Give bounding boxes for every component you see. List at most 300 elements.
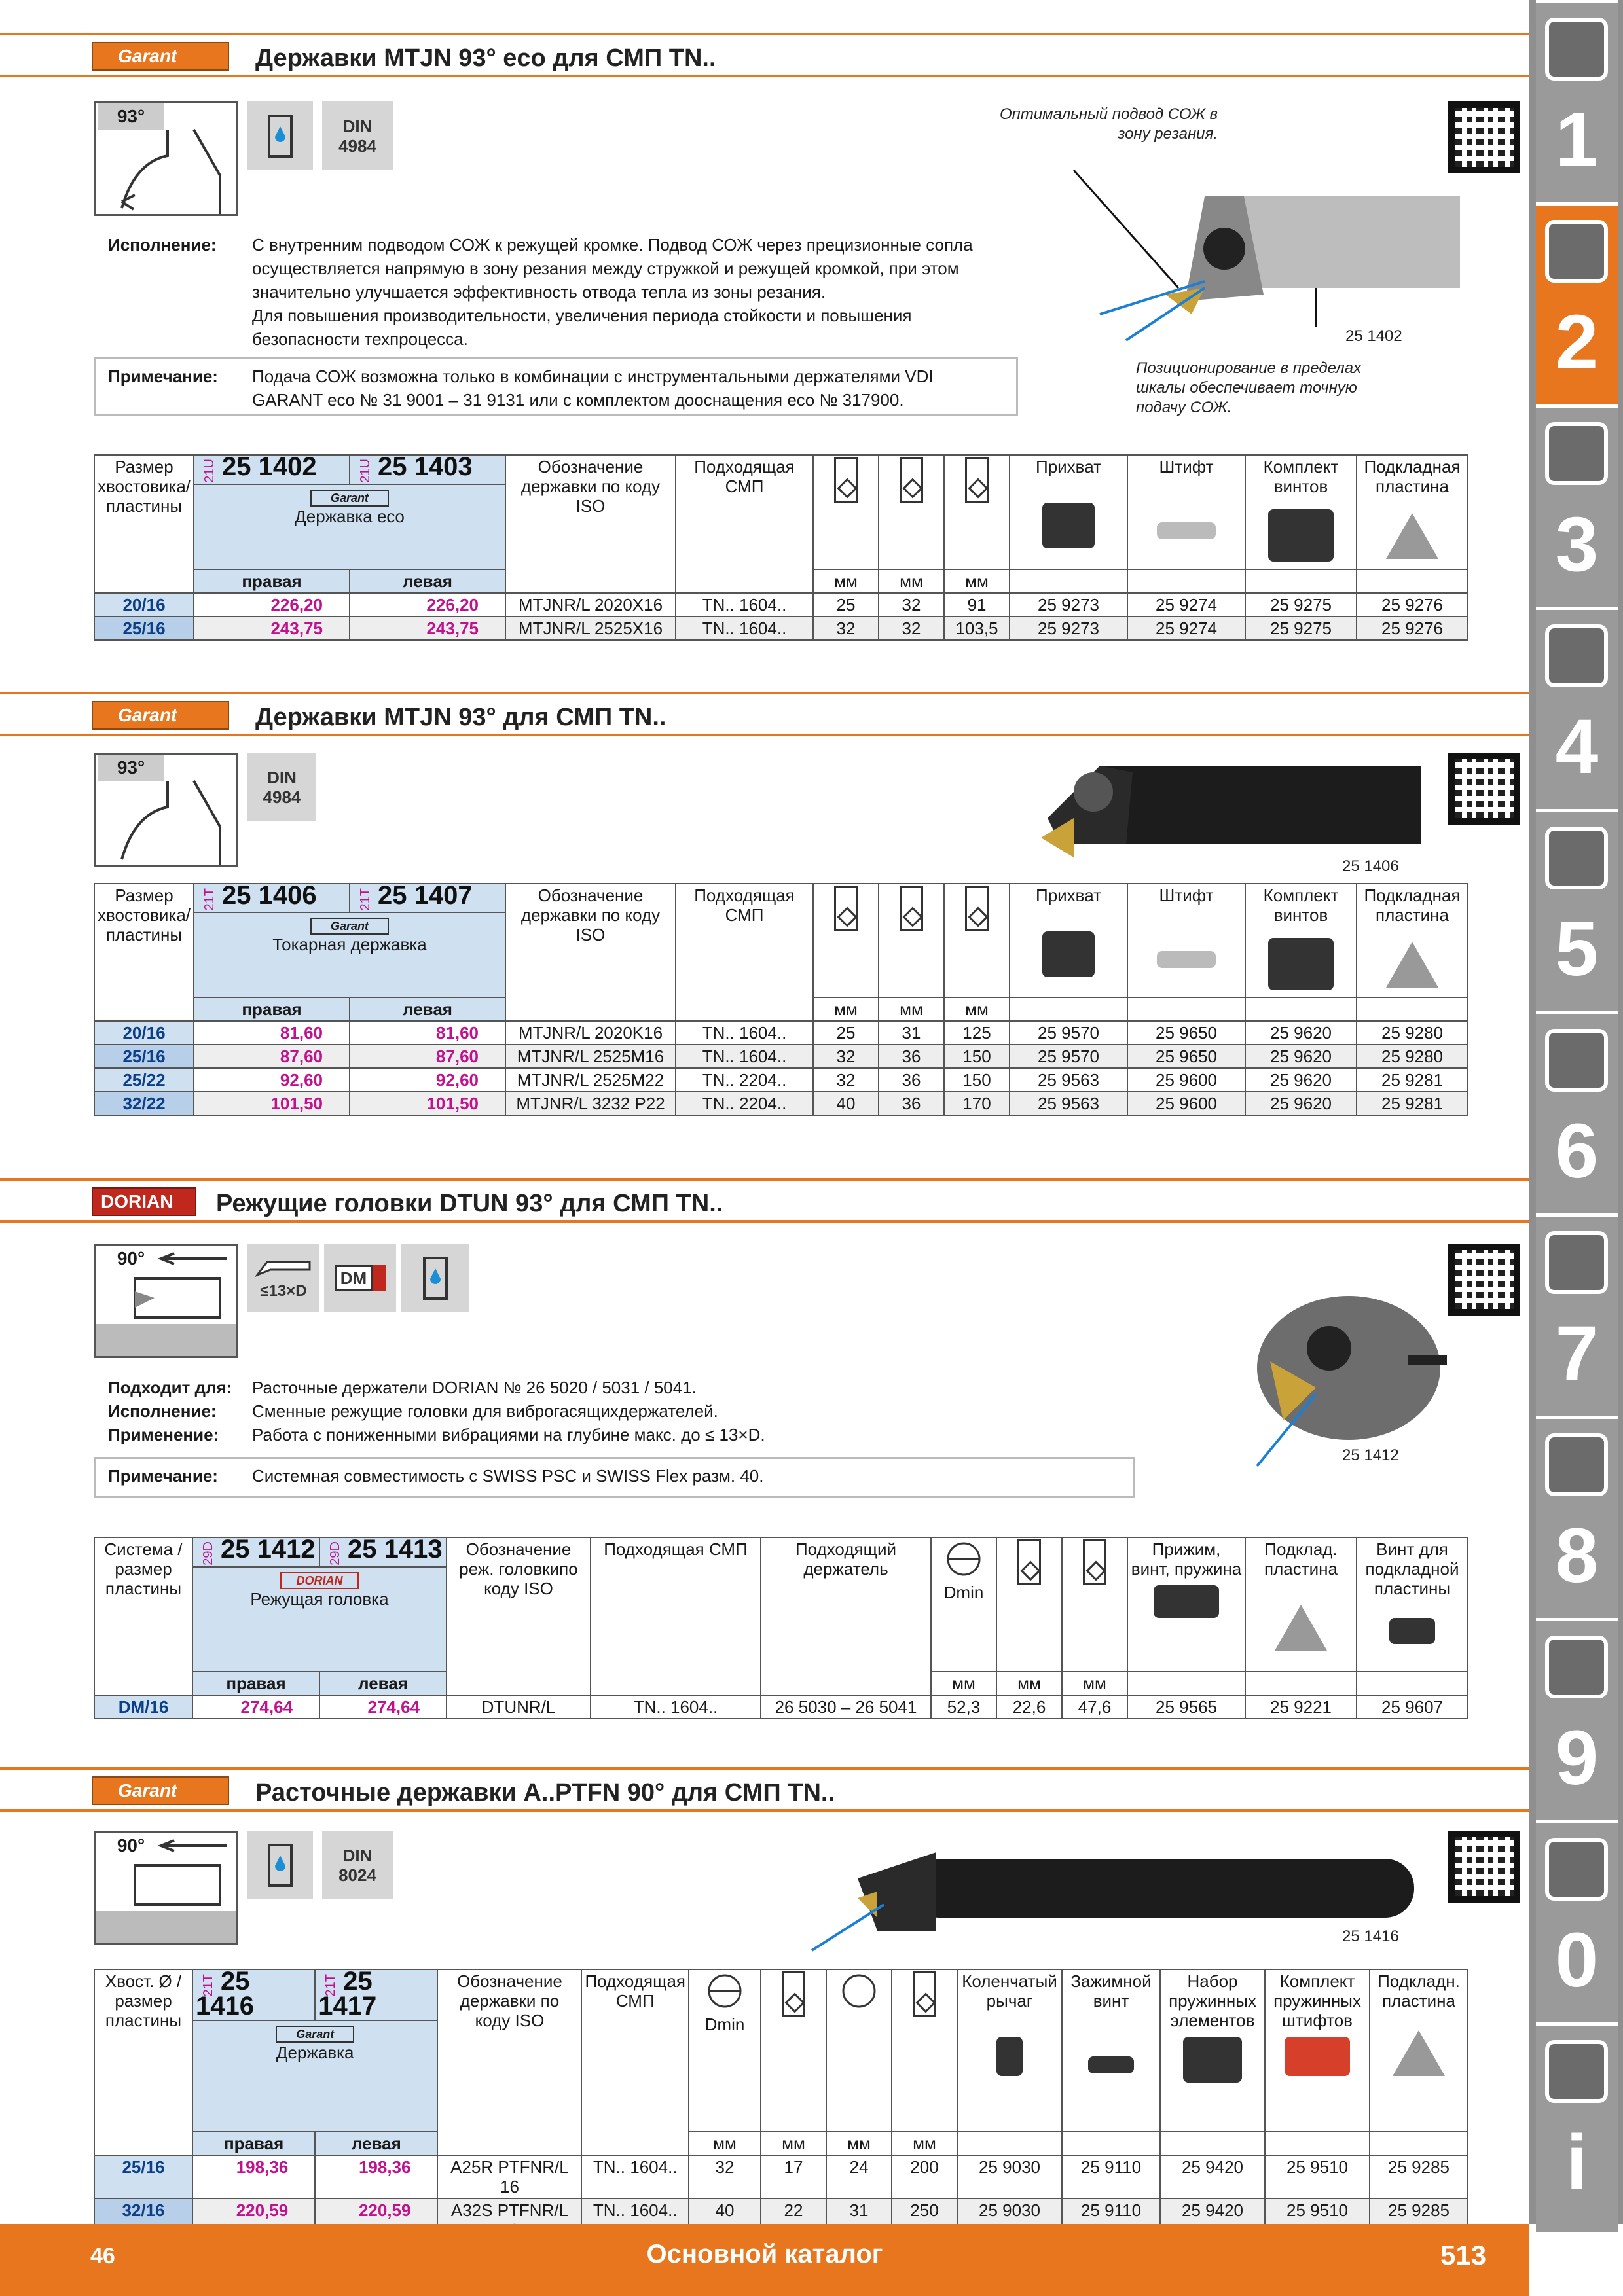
cabinet-icon	[1545, 1636, 1608, 1698]
text-line: значительно улучшается эффективность отвода тепла из зоны резания.	[252, 282, 826, 302]
series-tag: 21T	[323, 1973, 338, 1997]
text-line: С внутренним подводом СОЖ к режущей кромке. Подвод СОЖ через прецизионные сопла	[252, 235, 973, 255]
application-text: Работа с пониженными вибрациями на глубине макс. до ≤ 13×D.	[252, 1425, 765, 1444]
table-row	[94, 1068, 1468, 1092]
note-text	[252, 365, 934, 412]
cell-text: 32	[902, 595, 921, 615]
execution-block	[108, 233, 1025, 357]
screw-set-icon	[1268, 938, 1334, 990]
cell-text: 36	[902, 1094, 921, 1114]
cell-text: 25 9607	[1381, 1697, 1443, 1717]
table-row	[94, 1021, 1468, 1045]
cell-text: 32	[836, 1070, 856, 1090]
cell-text: 25 9281	[1381, 1094, 1443, 1114]
chapter-number: 6	[1555, 1108, 1599, 1194]
chapter-tab-3[interactable]	[1536, 404, 1618, 614]
left-hand-header: левая	[403, 999, 452, 1020]
cell-text: 25 9650	[1156, 1023, 1217, 1043]
cell-text: 31	[849, 2200, 869, 2221]
spring-pin-set-icon	[1285, 2037, 1350, 2076]
cell-text: 25 9280	[1381, 1023, 1443, 1043]
cell-text: MTJNR/L 2020K16	[518, 1023, 663, 1043]
cell-text: 25 9620	[1270, 1023, 1332, 1043]
section-header	[0, 1767, 1529, 1812]
cell-text: 243,75	[426, 619, 479, 639]
spring-set-icon	[1183, 2037, 1242, 2083]
application-label: Применение:	[108, 1425, 219, 1444]
article-number: 25 1417	[318, 1967, 377, 2021]
unit-label: мм	[847, 2134, 871, 2154]
chapter-tab-9[interactable]	[1536, 1618, 1618, 1827]
cell-text: 25 9274	[1156, 619, 1217, 639]
cell-text: 22,6	[1012, 1697, 1046, 1717]
depth-badge	[247, 1244, 319, 1312]
cell-text: 220,59	[236, 2200, 289, 2221]
cell-text: 25 9620	[1270, 1094, 1332, 1114]
clamp-header: Прихват	[1036, 886, 1101, 905]
insert-header: Подходящая СМП	[694, 457, 795, 496]
article-number: 25 1403	[378, 452, 473, 481]
din-badge: DIN 8024	[322, 1831, 393, 1899]
cell-text: 25 9510	[1286, 2200, 1348, 2221]
cell-text: 25 9273	[1038, 619, 1099, 639]
pin-header: Штифт	[1159, 457, 1214, 476]
clamp-screw-spring-header: Прижим, винт, пружина	[1131, 1539, 1242, 1579]
tool-photo-251412	[1244, 1283, 1453, 1473]
note-text: Системная совместимость с SWISS PSC и SWISS Flex разм. 40.	[252, 1466, 764, 1486]
cell-text: 25 9030	[979, 2157, 1040, 2178]
garant-logo: Garant	[92, 701, 229, 730]
pin-icon	[1157, 522, 1216, 539]
size-header: Размер хвостовика/ пластины	[98, 886, 191, 944]
product-id-label: 25 1412	[1342, 1446, 1399, 1464]
chapter-number: 2	[1555, 299, 1599, 386]
shim-plate-icon	[1386, 513, 1438, 559]
note-block	[108, 365, 1012, 417]
cell-text: 150	[962, 1047, 991, 1067]
chapter-tab-8[interactable]	[1536, 1416, 1618, 1625]
cell-text: 22	[784, 2200, 803, 2221]
screw-set-icon	[1268, 509, 1334, 562]
shim-plate-icon	[1386, 942, 1438, 988]
text-line: Подача СОЖ возможна только в комбинации с инструментальными держателями VDI	[252, 367, 934, 386]
cell-text: 25/16	[122, 2157, 165, 2178]
dimension-sketch-icon-1	[834, 886, 858, 931]
tool-angle-diagram	[94, 101, 238, 216]
chapter-number: i	[1566, 2119, 1588, 2206]
cell-text: 25 9275	[1270, 595, 1332, 615]
cell-text: 32/22	[122, 1094, 166, 1114]
workbench-icon	[1545, 1433, 1608, 1496]
cell-text: 274,64	[367, 1697, 420, 1717]
cell-text: 25 9565	[1156, 1697, 1217, 1717]
drill-icon	[1545, 18, 1608, 81]
insert-header: Подходящая СМП	[694, 886, 795, 925]
chuck-icon	[1545, 422, 1608, 485]
lever-icon	[996, 2037, 1023, 2076]
size-header: Размер хвостовика/ пластины	[98, 457, 191, 516]
chapter-tab-2[interactable]	[1536, 202, 1618, 412]
product-table-251416	[94, 1969, 1468, 2242]
unit-label: мм	[900, 999, 923, 1020]
table-row	[94, 1092, 1468, 1115]
shim-header: Подкладная пластина	[1364, 886, 1461, 925]
product-id-label: 25 1406	[1342, 857, 1399, 875]
execution-text	[252, 233, 973, 351]
cell-text: 25 9276	[1381, 595, 1443, 615]
cell-text: 92,60	[435, 1070, 479, 1090]
cell-text: 25 9620	[1270, 1047, 1332, 1067]
qr-code-icon	[1448, 753, 1520, 825]
cell-text: 25 9273	[1038, 595, 1099, 615]
positioning-caption: Позиционирование в пределах шкалы обеспечивает точную подачу СОЖ.	[1136, 359, 1362, 416]
dmin-label: Dmin	[704, 2015, 745, 2034]
product-id-label: 25 1402	[1345, 327, 1402, 345]
series-tag: 29D	[201, 1541, 215, 1566]
insert-header: Подходящая СМП	[585, 1971, 685, 2011]
dimension-sketch-icon-2	[900, 457, 923, 503]
cell-text: 31	[902, 1023, 921, 1043]
unit-label: мм	[1083, 1674, 1106, 1694]
execution-label: Исполнение:	[108, 235, 217, 255]
cell-text: 200	[910, 2157, 939, 2178]
chapter-number: 4	[1555, 704, 1599, 790]
chapter-tabs	[1529, 0, 1623, 2224]
iso-header: Обозначение реж. головкипо коду ISO	[459, 1539, 578, 1598]
dimension-sketch-icon-1	[834, 457, 858, 503]
cell-text: 32	[902, 619, 921, 639]
cell-text: 25 9285	[1388, 2157, 1450, 2178]
coolant-icon	[247, 101, 313, 170]
left-hand-header: левая	[358, 1674, 408, 1694]
table-row	[94, 1695, 1468, 1719]
unit-label: мм	[913, 2134, 936, 2154]
cell-text: 25 9563	[1038, 1094, 1099, 1114]
text-line: безопасности техпроцесса.	[252, 329, 468, 349]
cell-text: 226,20	[426, 595, 479, 615]
tool-photo-251416	[805, 1839, 1427, 1957]
dorian-logo: DORIAN	[280, 1572, 359, 1589]
cell-text: 25 9600	[1156, 1094, 1217, 1114]
cell-text: 243,75	[270, 619, 323, 639]
angle-label: 93°	[98, 103, 164, 130]
product-table-251412	[94, 1537, 1468, 1719]
note-label: Примечание:	[108, 1466, 218, 1486]
system-header: Система / размер пластины	[104, 1539, 183, 1598]
dimension-sketch-icon-3	[965, 457, 989, 503]
cell-text: 92,60	[280, 1070, 323, 1090]
garant-logo: Garant	[92, 42, 229, 71]
unit-label: мм	[900, 571, 923, 592]
section-header	[0, 1178, 1529, 1223]
table-row	[94, 1045, 1468, 1068]
series-tag: 21U	[202, 458, 217, 483]
info-icon	[1545, 2040, 1608, 2103]
article-number: 25 1413	[348, 1535, 443, 1564]
cell-text: 125	[962, 1023, 991, 1043]
cell-text: TN.. 1604..	[593, 2157, 678, 2178]
tool-angle-diagram	[94, 753, 238, 867]
cell-text: 40	[836, 1094, 856, 1114]
pliers-icon	[1545, 1231, 1608, 1294]
clamp-icon	[1042, 503, 1095, 548]
depth-label: ≤13×D	[260, 1282, 307, 1300]
cell-text: 32	[836, 1047, 856, 1067]
article-number: 25 1402	[222, 452, 317, 481]
cell-text: 32/16	[122, 2200, 165, 2221]
text-line: осуществляется напрямую в зону резания между стружкой и режущей кромкой, при этом	[252, 259, 959, 278]
unit-label: мм	[965, 571, 989, 592]
shim-screw-icon	[1389, 1618, 1435, 1644]
cell-text: 91	[967, 595, 987, 615]
chapter-number: 1	[1555, 97, 1599, 183]
cell-text: 81,60	[435, 1023, 479, 1043]
clamp-header: Прихват	[1036, 457, 1101, 476]
dm-system-badge	[324, 1244, 396, 1312]
series-tag: 21T	[201, 1973, 215, 1997]
chapter-tab-5[interactable]	[1536, 809, 1618, 1018]
cell-text: 25/16	[122, 619, 166, 639]
cell-text: TN.. 2204..	[702, 1094, 787, 1114]
shim-header: Подкладн. пластина	[1377, 1971, 1460, 2011]
unit-label: мм	[1017, 1674, 1041, 1694]
cell-text: 101,50	[270, 1094, 323, 1114]
cell-text: 52,3	[947, 1697, 981, 1717]
chapter-tab-4[interactable]	[1536, 607, 1618, 816]
chapter-number: 0	[1555, 1917, 1599, 2003]
note-label: Примечание:	[108, 367, 218, 386]
chapter-tab-6[interactable]	[1536, 1011, 1618, 1221]
cell-text: 25/22	[122, 1070, 166, 1090]
garant-logo: Garant	[310, 918, 389, 935]
shim-plate-icon	[1393, 2030, 1445, 2076]
cell-text: 25 9420	[1182, 2200, 1243, 2221]
qr-code-icon	[1448, 1831, 1520, 1903]
section-title: Державки MTJN 93° eco для СМП TN..	[255, 45, 716, 72]
qr-code-icon	[1448, 1244, 1520, 1316]
chapter-number: 8	[1555, 1513, 1599, 1599]
shim-header: Подклад. пластина	[1264, 1539, 1338, 1579]
cell-text: 32	[715, 2157, 735, 2178]
unit-label: мм	[965, 999, 989, 1020]
cell-text: 25 9563	[1038, 1070, 1099, 1090]
cell-text: 25 9420	[1182, 2157, 1243, 2178]
cell-text: 25 9281	[1381, 1070, 1443, 1090]
screw-set-header: Комплект винтов	[1263, 886, 1339, 925]
pin-icon	[1157, 951, 1216, 968]
cell-text: 40	[715, 2200, 735, 2221]
section-title: Расточные державки A..PTFN 90° для СМП TN..	[255, 1779, 835, 1806]
tool-photo-251402	[1048, 157, 1506, 367]
series-tag: 21U	[358, 458, 373, 483]
info-block	[108, 1376, 1090, 1454]
cell-text: 36	[902, 1070, 921, 1090]
cell-text: 25 9110	[1080, 2200, 1142, 2221]
insert-icon	[1545, 220, 1608, 283]
cell-text: 25/16	[122, 1047, 166, 1067]
cell-text: TN.. 1604..	[702, 619, 787, 639]
cell-text: 274,64	[240, 1697, 293, 1717]
dimension-sketch-icon-3	[913, 1971, 936, 2017]
cell-text: MTJNR/L 3232 P22	[516, 1094, 665, 1114]
shim-screw-header: Винт для подкладной пластины	[1365, 1539, 1459, 1598]
chapter-tab-7[interactable]	[1536, 1213, 1618, 1423]
cell-text: 25 9510	[1286, 2157, 1348, 2178]
cell-text: 198,36	[236, 2157, 289, 2178]
product-subtitle: Державка eco	[295, 507, 405, 527]
garant-logo: Garant	[310, 490, 389, 507]
cell-text: TN.. 1604..	[633, 1697, 718, 1717]
dimension-sketch-icon-2	[782, 1971, 805, 2017]
series-tag: 21T	[202, 888, 217, 911]
clamp-screw-spring-icon	[1154, 1585, 1219, 1618]
table-row	[94, 2155, 1468, 2198]
cell-text: MTJNR/L 2525M22	[517, 1070, 665, 1090]
spring-set-header: Набор пружинных элементов	[1169, 1971, 1256, 2030]
text-line: Для повышения производительности, увеличения периода стойкости и повышения	[252, 306, 912, 325]
insert-header: Подходящая СМП	[604, 1539, 748, 1559]
garant-logo: Garant	[276, 2026, 354, 2043]
dmin-label: Dmin	[943, 1583, 984, 1602]
cell-text: 170	[962, 1094, 991, 1114]
article-number: 25 1412	[221, 1535, 316, 1564]
execution-label: Исполнение:	[108, 1401, 217, 1421]
cell-text: 25 9285	[1388, 2200, 1450, 2221]
cell-text: DTUNR/L	[481, 1697, 556, 1717]
article-number: 25 1406	[222, 881, 317, 910]
cell-text: 36	[902, 1047, 921, 1067]
shank-header: Хвост. Ø / размер пластины	[105, 1971, 182, 2030]
cell-text: TN.. 1604..	[593, 2200, 678, 2221]
coolant-icon	[247, 1831, 313, 1899]
clamp-screw-header: Зажимной винт	[1070, 1971, 1152, 2011]
caliper-icon	[1545, 624, 1608, 687]
lever-header: Коленчатый рычаг	[962, 1971, 1057, 2011]
cell-text: 25 9650	[1156, 1047, 1217, 1067]
unit-label: мм	[952, 1674, 976, 1694]
boring-diagram-icon	[96, 1246, 238, 1358]
product-table-251402	[94, 454, 1468, 641]
iso-header: Обозначение державки по коду ISO	[520, 886, 661, 944]
cell-text: MTJNR/L 2020X16	[518, 595, 663, 615]
din-badge: DIN 4984	[322, 101, 393, 170]
din-badge: DIN 4984	[247, 753, 316, 821]
cell-text: 17	[784, 2157, 803, 2178]
cell-text: A25R PTFNR/L 16	[450, 2157, 569, 2197]
cell-text: 25	[836, 1023, 856, 1043]
bar-section-icon	[839, 1971, 879, 2011]
fits-text: Расточные держатели DORIAN № 26 5020 / 5031 / 5041.	[252, 1378, 697, 1397]
catalog-name: Основной каталог	[646, 2240, 883, 2269]
cell-text: 81,60	[280, 1023, 323, 1043]
garant-logo: Garant	[92, 1776, 229, 1805]
cell-text: TN.. 1604..	[702, 1047, 787, 1067]
cell-text: TN.. 1604..	[702, 595, 787, 615]
table-row	[94, 617, 1468, 640]
cell-text: 25 9276	[1381, 619, 1443, 639]
unit-label: мм	[713, 2134, 737, 2154]
cell-text: 25 9600	[1156, 1070, 1217, 1090]
wrench-icon	[1545, 1029, 1608, 1092]
shim-plate-icon	[1275, 1605, 1327, 1651]
section-title: Державки MTJN 93° для СМП TN..	[255, 704, 666, 731]
fits-label: Подходит для:	[108, 1378, 232, 1397]
turning-diagram-icon	[96, 103, 238, 216]
article-number: 25 1416	[196, 1967, 254, 2021]
chapter-number: 3	[1555, 501, 1599, 588]
cell-text: 24	[849, 2157, 869, 2178]
right-hand-header: правая	[226, 1674, 286, 1694]
cell-text: 25	[836, 595, 856, 615]
article-number: 25 1407	[378, 881, 473, 910]
cell-text: 87,60	[280, 1047, 323, 1067]
cell-text: 87,60	[435, 1047, 479, 1067]
boring-diagram-icon	[96, 1833, 238, 1945]
cell-text: 26 5030 – 26 5041	[775, 1697, 917, 1717]
clamp-screw-icon	[1088, 2056, 1134, 2073]
cell-text: 25 9110	[1080, 2157, 1142, 2178]
screw-set-header: Комплект винтов	[1263, 457, 1339, 496]
chapter-tab-i[interactable]	[1536, 2022, 1618, 2232]
pin-header: Штифт	[1159, 886, 1214, 905]
section-header	[0, 33, 1529, 77]
chapter-number: 9	[1555, 1715, 1599, 1801]
coolant-icon	[401, 1244, 469, 1312]
cell-text: TN.. 2204..	[702, 1070, 787, 1090]
boring-angle-diagram	[94, 1244, 238, 1358]
product-subtitle: Режущая головка	[250, 1589, 389, 1609]
right-page-number: 513	[1440, 2240, 1487, 2270]
left-hand-header: левая	[351, 2134, 401, 2154]
cell-text: 20/16	[122, 1023, 166, 1043]
chapter-tab-0[interactable]	[1536, 1820, 1618, 2030]
page-footer	[0, 2224, 1529, 2296]
dmin-circle-icon	[944, 1539, 983, 1579]
saw-icon	[1545, 827, 1608, 889]
angle-label: 90°	[98, 1246, 164, 1272]
series-tag: 21T	[358, 888, 373, 911]
clamp-icon	[1042, 931, 1095, 977]
left-page-number: 46	[90, 2244, 115, 2269]
dimension-sketch-icon-2	[1017, 1539, 1041, 1585]
cell-text: 25 9221	[1270, 1697, 1332, 1717]
right-hand-header: правая	[242, 571, 302, 592]
holder-header: Подходящий держатель	[795, 1539, 897, 1579]
coolant-caption: Оптимальный подвод СОЖ в зону резания.	[999, 105, 1218, 143]
cell-text: A32S PTFNR/L	[450, 2200, 569, 2221]
cell-text: 25 9030	[979, 2200, 1040, 2221]
cell-text: 101,50	[426, 1094, 479, 1114]
cell-text: 25 9620	[1270, 1070, 1332, 1090]
product-subtitle: Державка	[276, 2043, 354, 2063]
dorian-logo: DORIAN	[92, 1187, 196, 1216]
turning-diagram-icon	[96, 755, 238, 867]
cell-text: 25 9274	[1156, 595, 1217, 615]
left-hand-header: левая	[403, 571, 452, 592]
cell-text: 32	[836, 619, 856, 639]
cell-text: 226,20	[270, 595, 323, 615]
safety-icon	[1545, 1838, 1608, 1901]
chapter-tab-1[interactable]	[1536, 0, 1618, 209]
unit-label: мм	[782, 2134, 805, 2154]
dm-label: DM	[335, 1265, 373, 1291]
cell-text: 250	[910, 2200, 939, 2221]
cell-text: MTJNR/L 2525X16	[518, 619, 663, 639]
angle-label: 93°	[98, 755, 164, 781]
angle-label: 90°	[98, 1833, 164, 1859]
dimension-sketch-icon-2	[900, 886, 923, 931]
product-subtitle: Токарная державка	[272, 935, 427, 955]
